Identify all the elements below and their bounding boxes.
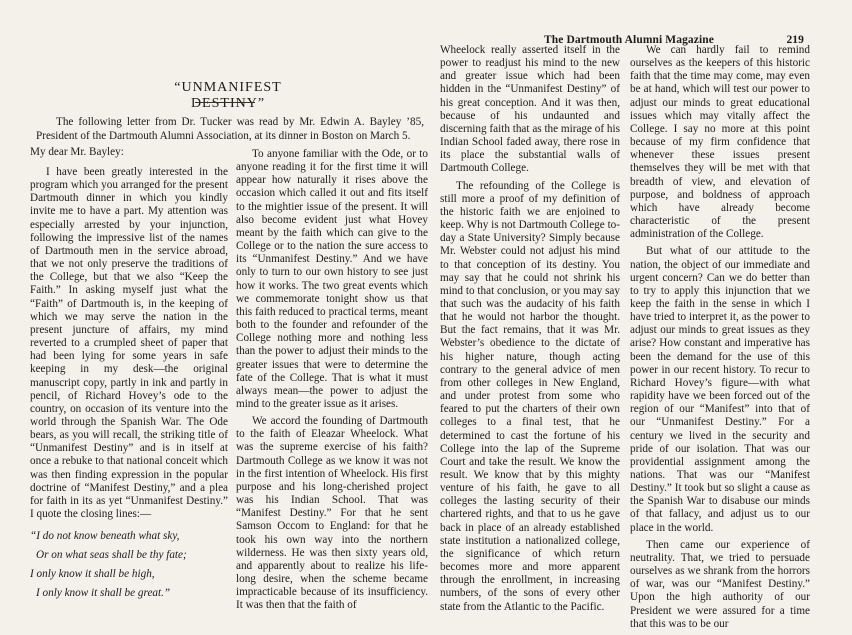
- poem-quote: [30, 527, 228, 603]
- column-1: [30, 166, 228, 603]
- paragraph: I have been greatly interested in the program which you arranged for the present Dartmouth dinner in which you kindly invite me to have a part. My attention was especially arrested by your injunction, following the impressive list of the names of Dartmouth men in the service abroad, that we not only preserve the traditions of the College, but that we also “Keep the Faith.” In asking myself just what the “Faith” of Dartmouth is, in the keeping of which we may serve the nation in the present juncture of affairs, my mind reverted to a crumpled sheet of paper that had been lying for some years in safe keeping in my desk—the original manuscript copy, partly in ink and partly in pencil, of Richard Hovey’s ode to the country, on occasion of its venture into the world through the Spanish War. The Ode bears, as you will recall, the striking title of “Unmanifest Destiny” and is in itself at once a rebuke to that national conceit which was then finding expression in the popular doctrine of “Manifest Destiny,” and a plea for faith in its as yet “Unmanifest Destiny.” I quote the closing lines:—: [30, 166, 228, 521]
- poem-line: “I do not know beneath what sky,: [30, 530, 180, 543]
- column-2: [236, 148, 428, 616]
- journal-title: The Dartmouth Alumni Magazine: [544, 34, 714, 46]
- article-intro: The following letter from Dr. Tucker was read by Mr. Edwin A. Bayley ’85, President of the Dartmouth Alumni Association, at its dinner in Boston on March 5.: [36, 116, 424, 142]
- paragraph: Wheelock really asserted itself in the power to readjust his mind to the new and greater issue which had been hidden in the “Unmanifest Destiny” of his great conception. And it was then, because of his undaunted and discerning faith that as the mirage of his Indian School faded away, there rose in its place the substantial walls of Dartmouth College.: [440, 44, 620, 175]
- paragraph: But what of our attitude to the nation, the object of our immediate and urgent concern? Can we do better than to try to apply this injunction that we keep the faith in the sense in which I have tried to interpret it, as the power to adjust our minds to great issues as they arise? How constant and imperative has been the demand for the use of this power in our recent history. To recur to Richard Hovey’s figure—with what rapidity have we been forced out of the region of our “Manifest” into that of our “Unmanifest Destiny.” For a century we lived in the security and pride of our isolation. That was our providential assignment among the nations. That was our “Manifest Destiny.” It took but so slight a cause as the Spanish War to disabuse our minds of that fallacy, and adjust us to our place in the world.: [630, 245, 810, 534]
- paragraph: Then came our experience of neutrality. That, we tried to persuade ourselves as we shrank from the horrors of war, was our “Manifest Destiny.” Upon the high authority of our President we were assured for a time that this was to be our: [630, 538, 810, 630]
- page-number: 219: [786, 34, 804, 46]
- column-4: [630, 44, 810, 635]
- paragraph: We accord the founding of Dartmouth to the faith of Eleazar Wheelock. What was the supreme exercise of his faith? Dartmouth College as we know it was not in the first intention of Wheelock. His first purpose and his long-cherished project was his Indian School. That was “Manifest Destiny.” For that he sent Samson Occom to England: for that he took his own way into the northern wilderness. He was then sixty years old, and apparently about to realize his life-long desire, when the scheme became impracticable because of its insufficiency. It was then that the faith of: [236, 415, 428, 612]
- poem-line: Or on what seas shall be thy fate;: [36, 549, 187, 562]
- column-3: [440, 44, 620, 618]
- title-rule: [195, 102, 255, 103]
- poem-line: I only know it shall be great.”: [36, 587, 171, 600]
- paragraph: To anyone familiar with the Ode, or to anyone reading it for the first time it will appear how naturally it rises above the occasion which called it out and fits itself to the mightier issue of the present. It will also become evident just what Hovey meant by the faith which can give to the College or to the nation the sure access to its “Unmanifest Destiny.” And we have only to turn to our own history to see just how it works. The two great events which we commemorate tonight show us that this faith reduced to practical terms, meant both to the founder and refounder of the College nothing more and nothing less than the power to adjust their minds to the greater issues that were to determine the fate of the College. That is what it must always mean—the power to adjust the mind to the greater issue as it arises.: [236, 148, 428, 410]
- paragraph: The refounding of the College is still more a proof of my definition of the historic faith we are enjoined to keep. Why is not Dartmouth College to-day a State University? Simply because Mr. Webster could not adjust his mind to that conception of its destiny. You may say that he could not shrink his mind to that conclusion, or you may say that such was the audacity of his faith that he would not harbor the thought. But the fact remains, that it was Mr. Webster’s obedience to the dictate of his higher nature, though acting contrary to the general advice of men from other colleges in New England, and under protest from some who feared to put the charters of their own colleges to a final test, that he determined to cast the fortune of his College into the lap of the Supreme Court and take the result. We know the result. We know that by this mighty venture of his faith, he gave to all colleges the lasting security of their chartered rights, and that to us he gave back in place of an already established state institution a nationalized college, the significance of which return becomes more and more apparent through the enrollment, in increasing numbers, of the sons of every other state from the Atlantic to the Pacific.: [440, 179, 620, 613]
- salutation: My dear Mr. Bayley:: [30, 146, 124, 158]
- paragraph: We can hardly fail to remind ourselves as the keepers of this historic faith that the time may come, may even be at hand, which will test our power to adjust our minds to great educational issues which may vitally affect the College. I say no more at this point because of my firm confidence that whenever these issues present themselves they will be met with that breadth of view, and elevation of purpose, and boldness of approach which have already become characteristic of the present administration of the College.: [630, 44, 810, 241]
- article-title: “UNMANIFEST DESTINY”: [174, 80, 282, 111]
- poem-line: I only know it shall be high,: [30, 568, 155, 581]
